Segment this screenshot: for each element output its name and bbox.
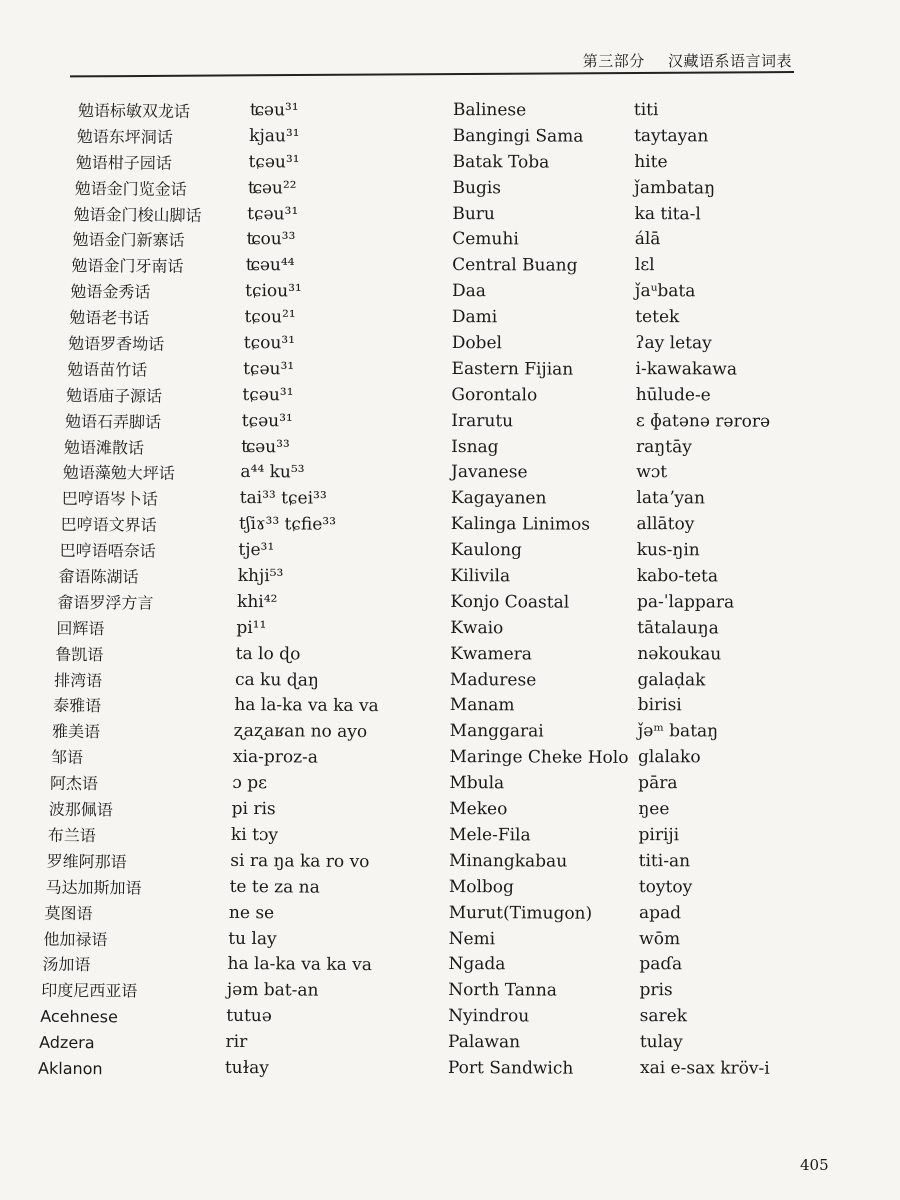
word-form: tetek bbox=[635, 307, 680, 328]
word-form: apad bbox=[638, 902, 682, 923]
language-name: Mbula bbox=[449, 773, 505, 794]
language-name: 勉语标敏双龙话 bbox=[77, 100, 190, 121]
word-form: ʨəu²² bbox=[247, 177, 297, 199]
word-form: sarek bbox=[639, 1006, 688, 1027]
word-form: tɕiou³¹ bbox=[245, 281, 302, 302]
word-form: xia-proz-a bbox=[232, 747, 319, 768]
page-number: 405 bbox=[800, 1156, 829, 1174]
language-name: 排湾语 bbox=[54, 670, 103, 690]
language-name: 勉语罗香坳话 bbox=[68, 333, 165, 354]
language-name: 莫图语 bbox=[44, 903, 93, 923]
word-form: titi bbox=[633, 99, 659, 121]
language-name: Maringe Cheke Holo bbox=[449, 747, 629, 769]
language-name: Daa bbox=[451, 281, 486, 302]
language-name: Kalinga Linimos bbox=[450, 514, 591, 535]
right-language-column bbox=[448, 98, 632, 1083]
language-name: 他加禄语 bbox=[43, 929, 108, 949]
language-name: Port Sandwich bbox=[447, 1057, 574, 1079]
language-name: 巴哼语唔奈话 bbox=[59, 540, 156, 561]
word-form: hite bbox=[634, 151, 668, 172]
word-form: kabo-teta bbox=[636, 566, 719, 587]
word-form: glalako bbox=[637, 747, 701, 768]
word-form: tulay bbox=[639, 1032, 683, 1053]
word-form: si ra ŋa ka ro vo bbox=[230, 850, 370, 872]
word-form: tʃiɤ³³ tɕfie³³ bbox=[239, 514, 337, 536]
running-header bbox=[583, 50, 792, 71]
language-name: Kwaio bbox=[450, 617, 504, 639]
word-form: birisi bbox=[637, 695, 682, 716]
word-form: ta lo ɖo bbox=[235, 643, 301, 665]
word-form: a⁴⁴ ku⁵³ bbox=[240, 462, 305, 483]
word-form: tu lay bbox=[228, 928, 277, 949]
header-rule bbox=[70, 71, 794, 77]
word-form: ha la-ka va ka va bbox=[234, 695, 379, 717]
word-form: titi-an bbox=[638, 850, 691, 872]
language-name: Kilivila bbox=[450, 566, 511, 587]
right-form-column bbox=[629, 98, 775, 1083]
word-form: tje³¹ bbox=[238, 540, 275, 561]
language-name: 勉语老书话 bbox=[69, 308, 150, 328]
left-language-column bbox=[38, 98, 202, 1083]
language-name: Isnag bbox=[451, 436, 499, 457]
word-form: pa-ˈlappara bbox=[636, 591, 735, 613]
header-title: 汉藏语系语言词表 bbox=[667, 52, 792, 70]
word-form: rir bbox=[225, 1031, 248, 1053]
language-name: 泰雅语 bbox=[53, 696, 102, 716]
word-form: tātalauŋa bbox=[637, 617, 719, 639]
word-form: piriji bbox=[638, 824, 680, 846]
word-form: wɔt bbox=[636, 462, 668, 483]
left-form-column bbox=[224, 98, 384, 1083]
word-form: tɕəu³¹ bbox=[248, 151, 300, 173]
language-name: 鲁凯语 bbox=[55, 644, 104, 664]
word-form: pāra bbox=[638, 773, 678, 794]
language-name: 罗维阿那语 bbox=[46, 851, 127, 872]
language-name: 勉语庙子源话 bbox=[65, 385, 163, 406]
word-form: ʨəu⁴⁴ bbox=[245, 255, 295, 276]
language-name: 畲语陈湖话 bbox=[58, 566, 139, 587]
language-name: Eastern Fijian bbox=[451, 358, 574, 380]
language-name: Cemuhi bbox=[452, 229, 519, 250]
language-name: 布兰语 bbox=[47, 825, 96, 846]
word-form: xai e-sax kröv-i bbox=[639, 1057, 770, 1079]
language-name: 印度尼西亚语 bbox=[41, 980, 138, 1001]
language-name: 阿杰语 bbox=[49, 773, 99, 794]
language-name: Kagayanen bbox=[450, 488, 547, 509]
language-name: Molbog bbox=[448, 876, 514, 898]
language-name: 勉语金门新寨话 bbox=[72, 230, 185, 251]
language-name: Kaulong bbox=[450, 540, 522, 561]
word-form: ha la-ka va ka va bbox=[227, 954, 373, 976]
language-name: North Tanna bbox=[448, 980, 557, 1001]
language-name: Konjo Coastal bbox=[450, 591, 570, 613]
word-form: taytayan bbox=[634, 125, 709, 147]
language-name: Dami bbox=[451, 307, 498, 328]
word-form: tuɫay bbox=[224, 1057, 269, 1079]
language-name: Batak Toba bbox=[452, 151, 550, 173]
word-form: ka tita-l bbox=[634, 203, 701, 224]
word-form: ʨəu³³ bbox=[241, 436, 290, 457]
language-name: 巴哼语岑卜话 bbox=[61, 489, 158, 510]
language-name: Palawan bbox=[448, 1032, 521, 1053]
word-form: galaḍak bbox=[637, 669, 706, 690]
language-name: 勉语苗竹话 bbox=[67, 359, 148, 380]
word-form: ɛ ɸatənə rərorə bbox=[635, 410, 771, 432]
language-name: Kwamera bbox=[450, 643, 532, 665]
word-form: tɕəu³¹ bbox=[247, 203, 299, 224]
language-name: Nemi bbox=[448, 928, 496, 949]
word-form: ki tɔy bbox=[230, 824, 279, 846]
language-name: Balinese bbox=[452, 99, 527, 121]
language-name: 巴哼语文界话 bbox=[60, 515, 157, 535]
word-form: khji⁵³ bbox=[237, 565, 284, 587]
word-form: i-kawakawa bbox=[635, 358, 738, 380]
language-name: 勉语石弄脚话 bbox=[64, 411, 162, 432]
word-form: ŋee bbox=[638, 799, 670, 820]
language-name: Adzera bbox=[39, 1032, 95, 1053]
language-name: Murut(Timugon) bbox=[448, 902, 593, 924]
word-form: ʨəu³¹ bbox=[249, 99, 299, 121]
language-name: 马达加斯加语 bbox=[45, 877, 142, 898]
word-form: raŋtāy bbox=[636, 436, 692, 457]
word-form: ʐaʐaʁan no ayo bbox=[233, 721, 368, 743]
language-name: Minangkabau bbox=[448, 850, 568, 872]
language-name: Buru bbox=[452, 203, 495, 224]
language-name: 畲语罗浮方言 bbox=[57, 592, 154, 613]
word-form: ʔay letay bbox=[635, 333, 712, 354]
word-form: ca ku ɖaŋ bbox=[234, 669, 319, 691]
word-form: wōm bbox=[639, 928, 681, 949]
word-form: kus-ŋin bbox=[636, 540, 700, 561]
word-form: tɕəu³¹ bbox=[243, 358, 295, 380]
word-form: te te za na bbox=[229, 876, 320, 898]
language-name: Bugis bbox=[452, 177, 502, 198]
language-name: 勉语金秀话 bbox=[70, 282, 151, 302]
word-form: ne se bbox=[228, 902, 275, 923]
word-form: khi⁴² bbox=[236, 591, 278, 613]
word-form: tai³³ tɕei³³ bbox=[239, 488, 327, 510]
word-form: lɛl bbox=[634, 255, 655, 276]
language-name: 回辉语 bbox=[56, 618, 105, 639]
word-form: tutuə bbox=[226, 1005, 272, 1027]
language-name: Acehnese bbox=[40, 1006, 118, 1027]
language-name: Irarutu bbox=[451, 410, 514, 432]
language-name: Manggarai bbox=[449, 721, 544, 742]
language-name: 勉语金门览金话 bbox=[74, 178, 187, 199]
language-name: Javanese bbox=[450, 462, 528, 483]
word-form: pi¹¹ bbox=[236, 617, 267, 638]
language-name: Central Buang bbox=[452, 255, 578, 276]
language-name: 邹语 bbox=[50, 748, 84, 768]
word-form: tɕəu³¹ bbox=[242, 384, 294, 406]
language-name: 勉语东坪洞话 bbox=[76, 126, 173, 147]
word-form: ǰaᵘbata bbox=[635, 281, 696, 302]
language-name: 勉语藻勉大坪话 bbox=[62, 463, 175, 484]
language-name: 波那佩语 bbox=[48, 799, 113, 820]
language-name: 勉语金门梭山脚话 bbox=[73, 204, 202, 225]
word-form: toytoy bbox=[638, 876, 693, 898]
word-form: hūlude-e bbox=[635, 384, 711, 406]
language-name: Mele-Fila bbox=[449, 824, 531, 846]
word-form: nəkoukau bbox=[637, 643, 722, 665]
language-name: Ngada bbox=[448, 954, 506, 975]
header-part: 第三部分 bbox=[582, 52, 645, 70]
word-form: tɕou³¹ bbox=[243, 332, 296, 354]
language-name: Bangingi Sama bbox=[452, 125, 584, 147]
word-form: pris bbox=[639, 980, 673, 1001]
word-form: paɗa bbox=[639, 954, 683, 975]
word-form: álā bbox=[634, 229, 661, 250]
language-name: 勉语滩散话 bbox=[63, 437, 145, 458]
language-name: Nyindrou bbox=[448, 1006, 530, 1027]
language-name: 勉语柑子园话 bbox=[75, 152, 172, 173]
language-name: Aklanon bbox=[38, 1058, 103, 1079]
word-form: lataʼyan bbox=[636, 488, 706, 509]
word-form: ʨou³³ bbox=[246, 229, 296, 250]
word-form: kjau³¹ bbox=[249, 125, 300, 147]
language-name: 汤加语 bbox=[42, 955, 91, 975]
word-form: ǰəᵐ bataŋ bbox=[637, 721, 719, 742]
language-name: Madurese bbox=[449, 669, 537, 691]
word-form: ɔ pɛ bbox=[232, 773, 268, 794]
word-form: ǰambataŋ bbox=[634, 177, 716, 199]
language-name: 勉语金门牙南话 bbox=[71, 256, 184, 277]
word-form: tɕou²¹ bbox=[244, 307, 296, 328]
language-name: Gorontalo bbox=[451, 384, 538, 406]
language-name: Mekeo bbox=[449, 799, 508, 820]
language-name: Dobel bbox=[451, 333, 503, 354]
word-form: allātoy bbox=[636, 514, 695, 535]
word-form: tɕəu³¹ bbox=[241, 410, 293, 432]
language-name: 雅美语 bbox=[51, 722, 101, 742]
word-form: pi ris bbox=[231, 798, 276, 820]
language-name: Manam bbox=[449, 695, 515, 716]
word-form: jəm bat-an bbox=[226, 980, 319, 1001]
